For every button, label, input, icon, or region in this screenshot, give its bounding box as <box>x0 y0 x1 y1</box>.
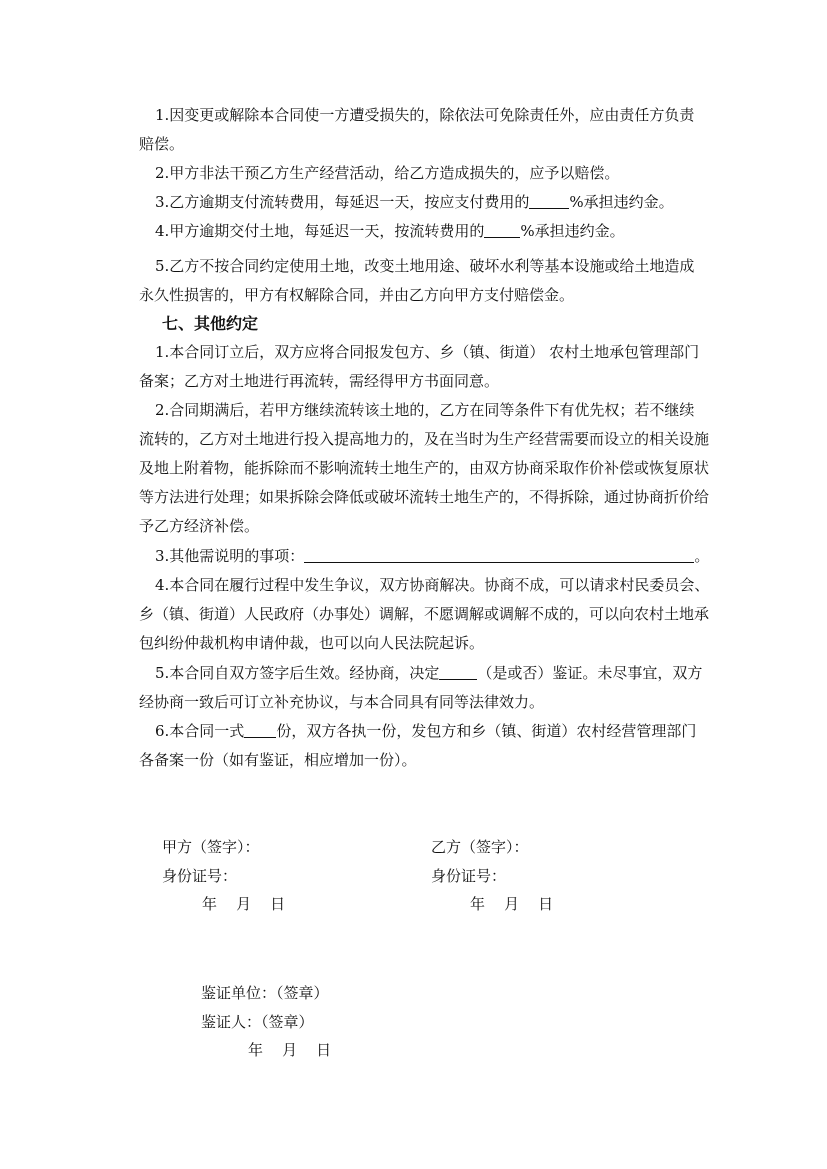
clause-other-3-text-a: 3.其他需说明的事项： <box>155 547 305 565</box>
clause-other-1-line-2: 备案；乙方对土地进行再流转，需经得甲方书面同意。 <box>139 372 500 390</box>
clause-other-2-line-2: 流转的，乙方对土地进行投入提高地力的，及在当时为生产经营需要而设立的相关设施 <box>139 430 710 448</box>
party-b-id-label: 身份证号： <box>431 867 507 885</box>
clause-other-3-line <box>139 542 710 571</box>
clause-penalty-4 <box>139 217 705 246</box>
clause-penalty-2-text: 2.甲方非法干预乙方生产经营活动，给乙方造成损失的，应予以赔偿。 <box>155 164 620 182</box>
clause-penalty-1-line-1: 1.因变更或解除本合同使一方遭受损失的，除依法可免除责任外，应由责任方负责 <box>155 106 695 124</box>
penalty-rate-blank-2[interactable] <box>484 223 520 238</box>
clause-other-5-text-a: 5.本合同自双方签字后生效。经协商，决定 <box>155 664 440 682</box>
clause-penalty-3-line <box>139 188 705 217</box>
clause-other-2-line-5: 予乙方经济补偿。 <box>139 517 260 535</box>
clause-other-5-line-2: 经协商一致后可订立补充协议，与本合同具有同等法律效力。 <box>139 693 545 711</box>
party-b-date: 年 月 日 <box>470 895 554 913</box>
clause-other-4-line-3: 包纠纷仲裁机构申请仲裁，也可以向人民法院起诉。 <box>139 634 485 652</box>
clause-other-4-line-2: 乡（镇、街道）人民政府（办事处）调解，不愿调解或调解不成的，可以向农村土地承 <box>139 605 710 623</box>
clause-penalty-1-line-2: 赔偿。 <box>139 135 185 153</box>
clause-other-1 <box>139 338 705 396</box>
clause-other-6-text-b: 份，双方各执一份，发包方和乡（镇、街道）农村经营管理部门 <box>276 722 697 740</box>
clause-other-6-line-2: 各备案一份（如有鉴证，相应增加一份）。 <box>139 751 417 769</box>
certification-date: 年 月 日 <box>248 1041 332 1059</box>
clause-other-1-line-1: 1.本合同订立后，双方应将合同报发包方、乡（镇、街道） 农村土地承包管理部门 <box>155 343 700 361</box>
clause-other-5 <box>139 659 705 717</box>
clause-other-4 <box>139 571 710 658</box>
other-matters-blank[interactable] <box>304 548 694 563</box>
clause-other-2-line-3: 及地上附着物，能拆除而不影响流转土地生产的，由双方协商采取作价补偿或恢复原状 <box>139 459 710 477</box>
clause-penalty-4-text-b: %承担违约金。 <box>520 222 625 240</box>
clause-other-6 <box>139 717 705 775</box>
section-heading-other-agreements: 七、其他约定 <box>162 314 259 333</box>
certification-choice-blank[interactable] <box>439 665 477 680</box>
certification-unit-label: 鉴证单位：（签章） <box>201 984 329 1002</box>
clause-other-3-text-b: 。 <box>694 547 710 565</box>
party-a-date: 年 月 日 <box>202 895 286 913</box>
clause-other-6-line-1 <box>139 717 705 746</box>
penalty-rate-blank-1[interactable] <box>529 194 569 209</box>
clause-penalty-4-text-a: 4.甲方逾期交付土地，每延迟一天，按流转费用的 <box>155 222 485 240</box>
clause-other-5-text-b: （是或否）鉴证。未尽事宜，双方 <box>477 664 703 682</box>
clause-other-4-line-1: 4.本合同在履行过程中发生争议，双方协商解决。协商不成，可以请求村民委员会、 <box>155 576 710 594</box>
clause-penalty-3-text-a: 3.乙方逾期支付流转费用，每延迟一天，按应支付费用的 <box>155 193 530 211</box>
clause-penalty-3 <box>139 188 705 217</box>
clause-penalty-5-line-2: 永久性损害的，甲方有权解除合同，并由乙方向甲方支付赔偿金。 <box>139 286 575 304</box>
clause-other-5-line-1 <box>139 659 705 688</box>
clause-penalty-5-line-1: 5.乙方不按合同约定使用土地，改变土地用途、破坏水利等基本设施或给土地造成 <box>155 257 695 275</box>
clause-penalty-5 <box>139 252 705 310</box>
clause-other-2 <box>139 396 710 541</box>
party-a-signature-label: 甲方（签字）： <box>162 838 260 856</box>
clause-other-3 <box>139 542 710 571</box>
copies-count-blank[interactable] <box>244 723 276 738</box>
clause-other-2-line-4: 等方法进行处理；如果拆除会降低或破坏流转土地生产的，不得拆除，通过协商折价给 <box>139 488 710 506</box>
clause-penalty-2 <box>139 159 705 188</box>
certification-person-label: 鉴证人：（签章） <box>201 1013 314 1031</box>
party-a-id-label: 身份证号： <box>162 867 238 885</box>
clause-penalty-3-text-b: %承担违约金。 <box>569 193 674 211</box>
clause-penalty-1 <box>139 101 705 159</box>
clause-other-6-text-a: 6.本合同一式 <box>155 722 245 740</box>
clause-other-2-line-1: 2.合同期满后，若甲方继续流转该土地的，乙方在同等条件下有优先权；若不继续 <box>155 401 695 419</box>
clause-penalty-4-line <box>139 217 705 246</box>
party-b-signature-label: 乙方（签字）： <box>431 838 529 856</box>
